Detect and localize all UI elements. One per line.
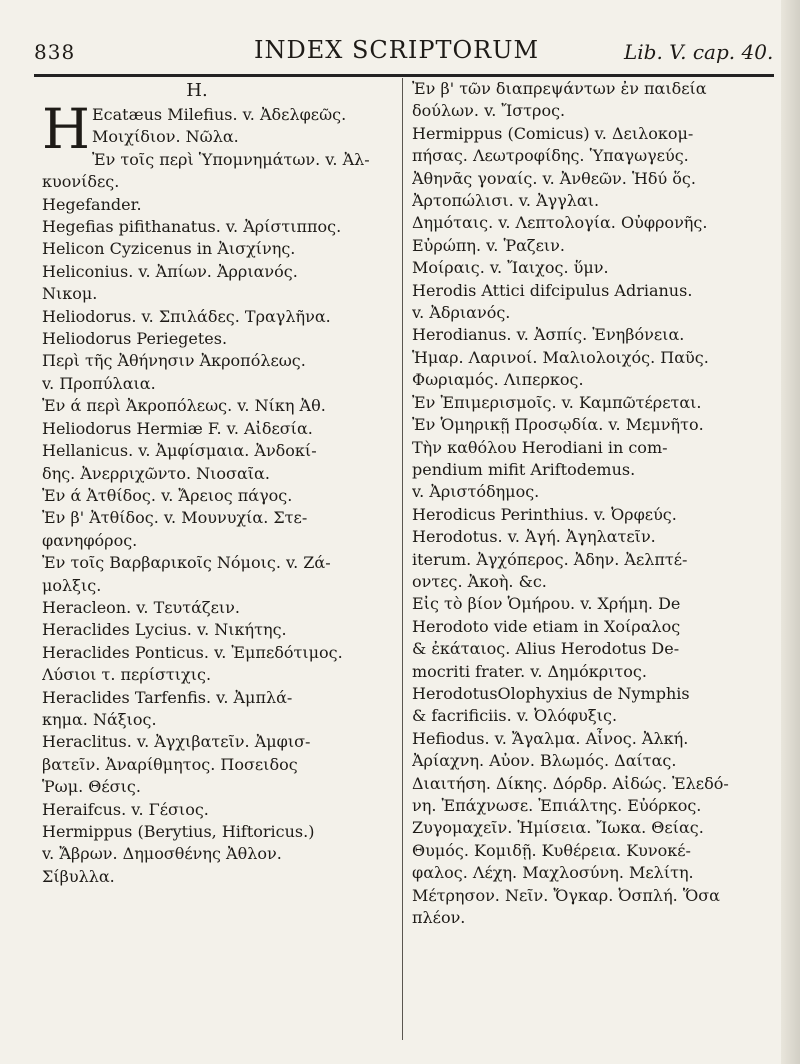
index-line: Hegefias pifithanatus. v. Ἀρίστιππος. xyxy=(42,217,342,237)
index-line: Ῥωμ. Θέσις. xyxy=(42,777,141,797)
index-line: Ἐν ά Ἀτθίδος. v. Ἄρειος πάγος. xyxy=(42,485,293,505)
index-line: Heraclides Tarfenfis. v. Ἀμπλά- xyxy=(42,687,293,707)
index-line: Δημόταις. v. Λεπτολογία. Οὐφρονῆς. xyxy=(412,213,708,233)
index-line: μολξις. xyxy=(42,575,102,595)
index-line: mocriti frater. v. Δημόκριτος. xyxy=(412,661,647,681)
index-line: Heliconius. v. Ἀπίων. Ἀρριανός. xyxy=(42,261,298,281)
index-line: Herodotus. v. Ἀγή. Ἀγηλατεῖν. xyxy=(412,527,656,547)
drop-cap: H xyxy=(42,97,90,161)
left-column xyxy=(42,78,392,888)
index-line: Ἀρίαχνη. Αὐον. Βλωμός. Δαίτας. xyxy=(412,751,677,771)
index-line: Heliodorus. v. Σπιλάδες. Τραγλῆνα. xyxy=(42,306,331,326)
index-line: Περὶ τῆς Ἀθήνησιν Ἀκροπόλεως. xyxy=(42,351,306,371)
index-line: Heracleon. v. Τευτάζειν. xyxy=(42,597,240,617)
index-line: Heraclides Lycius. v. Νικήτης. xyxy=(42,620,287,640)
index-line: δούλων. v. Ἴστρος. xyxy=(412,101,566,121)
index-line: Ἀρτοπώλισι. v. Ἀγγλαι. xyxy=(412,191,600,211)
index-line: Ecatæus Milefius. v. Ἀδελφεῶς. xyxy=(91,105,347,124)
index-line: & facrificiis. v. Ὀλόφυξις. xyxy=(412,706,618,726)
index-line: v. Ἀδριανός. xyxy=(412,303,511,323)
page-number: 838 xyxy=(34,40,76,64)
index-line: φαλος. Λέχη. Μαχλοσύνη. Μελίτη. xyxy=(412,863,694,883)
index-line: πλέον. xyxy=(412,908,466,928)
index-line: κημα. Νάξιος. xyxy=(42,709,157,729)
index-line: Herodianus. v. Ἀσπίς. Ἐνηβόνεια. xyxy=(412,325,685,345)
index-line: v. Ἀριστόδημος. xyxy=(412,482,540,502)
index-line: Helicon Cyzicenus in Ἀισχίνης. xyxy=(42,239,296,259)
index-line: Ἐν Ὁμηρικῇ Προσῳδία. v. Μεμνῆτο. xyxy=(412,415,704,435)
index-line: Νικομ. xyxy=(42,284,98,304)
index-line: Ζυγομαχεῖν. Ἡμίσεια. Ἴωκα. Θείας. xyxy=(412,818,704,838)
index-line: Hegefander. xyxy=(42,194,142,214)
index-line: Μέτρησον. Νεῖν. Ὄγκαρ. Ὀσπλή. Ὅσα xyxy=(412,885,720,905)
index-line: οντες. Ἀκοὴ. &c. xyxy=(412,571,547,591)
index-line: & ἐκάταιος. Alius Herodotus De- xyxy=(412,639,680,659)
index-line: iterum. Ἀγχόπερος. Ἀδην. Ἀελπτέ- xyxy=(412,549,688,569)
index-line: Hefiodus. v. Ἄγαλμα. Αἶνος. Ἀλκή. xyxy=(412,728,689,748)
index-line: Σίβυλλα. xyxy=(42,866,115,886)
index-line: Heraifcus. v. Γέσιος. xyxy=(42,799,209,819)
index-line: Hermippus (Berytius, Hiftoricus.) xyxy=(42,822,315,841)
index-line: pendium mifit Ariftodemus. xyxy=(412,459,636,479)
index-line: Ἐν β' τῶν διαπρεψάντων ἐν παιδεία xyxy=(412,79,707,98)
index-line: Φωριαμός. Λιπερκος. xyxy=(412,370,584,390)
right-column xyxy=(412,78,762,929)
left-lines xyxy=(42,97,392,888)
index-line: Herodicus Perinthius. v. Ὀρφεύς. xyxy=(412,504,677,524)
index-line: πήσας. Λεωτροφίδης. Ὑπαγωγεύς. xyxy=(412,146,689,166)
index-line: v. Ἄβρων. Δημοσθένης Ἀθλον. xyxy=(42,844,282,864)
index-line: Ἐν τοῖς Βαρβαρικοῖς Νόμοις. v. Ζά- xyxy=(42,553,331,573)
index-line: Heraclides Ponticus. v. Ἐμπεδότιμος. xyxy=(42,642,343,662)
page-header xyxy=(34,34,774,70)
index-line: Λύσιοι τ. περίστιχις. xyxy=(42,665,212,685)
index-line: Hellanicus. v. Ἀμφίσμαια. Ἀνδοκί- xyxy=(42,441,317,461)
index-line: Εἰς τὸ βίον Ὁμήρου. v. Χρήμη. De xyxy=(412,594,681,614)
column-divider xyxy=(402,78,403,1040)
index-line: Μοίραις. v. Ἴαιχος. ὕμν. xyxy=(412,258,609,278)
running-title: INDEX SCRIPTORUM xyxy=(254,36,540,64)
letter-heading: H. xyxy=(186,80,208,101)
index-line: Hermippus (Comicus) v. Δειλοκομ- xyxy=(412,123,694,143)
index-line: Ἀθηνᾶς γοναίς. v. Ἀνθεῶν. Ἡδύ ὅς. xyxy=(412,168,696,188)
index-line: Ἐν τοῖς περὶ Ὑπομνημάτων. v. Ἀλ- xyxy=(91,149,370,169)
book-chapter-locator: Lib. V. cap. 40. xyxy=(624,40,774,64)
index-line: βατεῖν. Ἀναρίθμητος. Ποσειδος xyxy=(42,754,298,774)
index-line: Ἐν β' Ἀτθίδος. v. Μουνυχία. Στε- xyxy=(42,508,308,528)
index-line: Θυμός. Κομιδῇ. Κυθέρεια. Κυνοκέ- xyxy=(412,840,691,860)
page-binding-edge xyxy=(781,0,800,1064)
index-line: Διαιτήση. Δίκης. Δόρδρ. Αἰδώς. Ἐλεδό- xyxy=(412,773,729,793)
index-line: Ἐν ά περὶ Ἀκροπόλεως. v. Νίκη Ἀθ. xyxy=(42,396,326,416)
index-line: Μοιχίδιον. Νῶλα. xyxy=(91,127,239,147)
index-line: Εὐρώπη. v. Ῥαζειν. xyxy=(412,235,565,255)
index-line: Heraclitus. v. Ἀγχιβατεῖν. Ἀμφισ- xyxy=(42,732,311,752)
index-line: φανηφόρος. xyxy=(42,530,138,550)
index-line: νη. Ἐπάχνωσε. Ἐπιάλτης. Εὐόρκος. xyxy=(412,796,702,815)
index-line: Ἡμαρ. Λαρινοί. Μαλιολοιχός. Παῦς. xyxy=(412,347,709,367)
index-line: Heliodorus Periegetes. xyxy=(42,329,228,349)
index-line: Herodis Attici difcipulus Adrianus. xyxy=(412,280,693,300)
index-line: HerodotusOlophyxius de Nymphis xyxy=(412,683,690,703)
index-line: Herodoto vide etiam in Χοίραλος xyxy=(412,616,681,636)
index-line: Τὴν καθόλου Herodiani in com- xyxy=(412,437,668,457)
index-line: δης. Ἀνερριχῶντο. Νιοσαῖα. xyxy=(42,463,270,483)
header-rule xyxy=(34,74,774,77)
index-line: v. Προπύλαια. xyxy=(42,373,156,393)
index-line: Heliodorus Hermiæ F. v. Αἰδεσία. xyxy=(42,418,313,438)
index-line: κυονίδες. xyxy=(42,172,120,192)
index-line: Ἐν Ἐπιμερισμοῖς. v. Καμπῶτέρεται. xyxy=(412,392,702,412)
